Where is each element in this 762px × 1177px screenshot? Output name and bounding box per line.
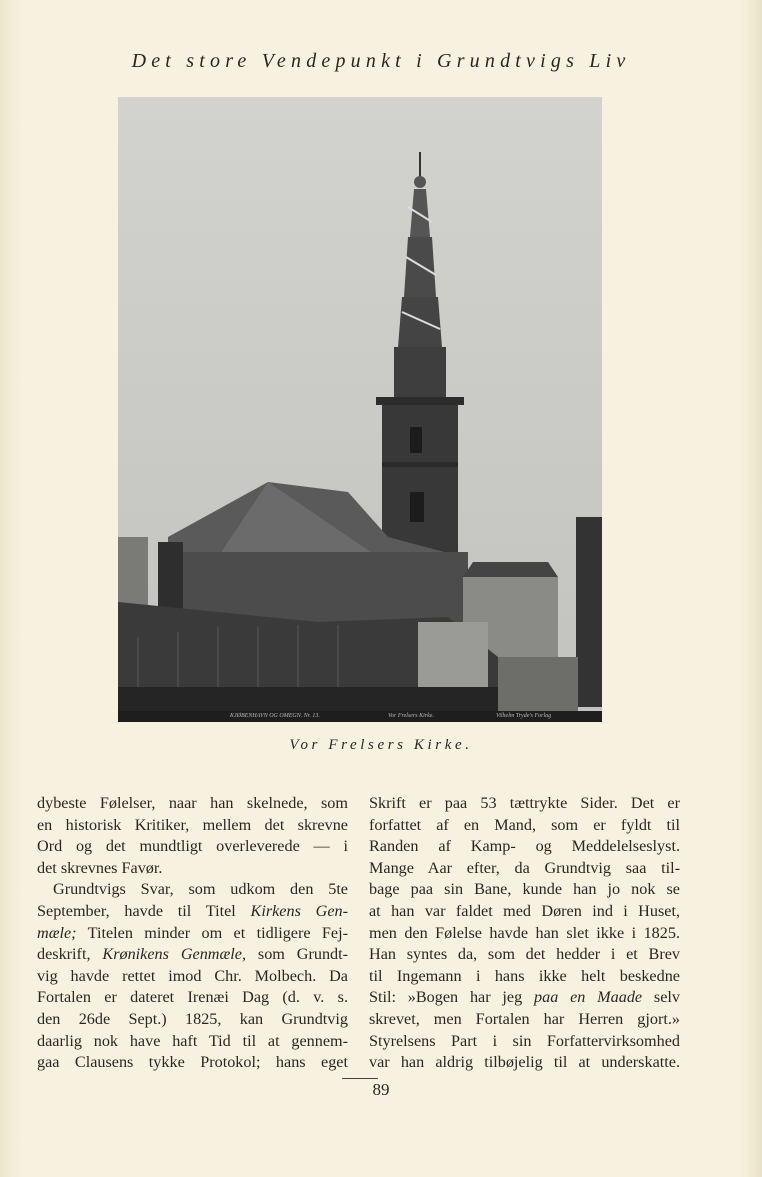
photo-caption: Vor Frelsers Kirke. [289,737,473,753]
text-segment: Mange Aar efter, da Grundtvig saa til- [369,858,680,877]
text-line [369,1009,680,1031]
photo-imprint-strip [118,711,602,722]
imprint-publisher: Vilhelm Tryde's Forlag [496,713,552,719]
text-segment: Stil: »Bogen har jeg [369,988,534,1007]
text-line [37,987,348,1009]
text-segment: Han syntes da, som det hedder i et Brev [369,945,680,964]
text-segment: Randen af Kamp- og Meddelelseslyst. [369,837,680,856]
text-line [369,901,680,923]
text-segment: det skrevnes Favør. [37,858,163,877]
running-head: Det store Vendepunkt i Grundtvigs Liv [131,50,631,72]
text-segment: forfattet af en Mand, som er fyldt til [369,815,680,834]
italic-title-text: Krønikens Genmæle, [102,945,247,964]
text-line [369,966,680,988]
text-segment: Styrelsens Part i sin Forfattervirksomhed [369,1031,680,1050]
italic-title-text: mæle; [37,923,77,942]
imprint-series: KJØBENHAVN OG OMEGN. Nr. 13. [230,713,320,719]
text-segment: den 26de Sept.) 1825, kan Grundtvig [37,1009,348,1028]
text-line [37,901,348,923]
text-line [369,923,680,945]
text-segment: Grundtvigs Svar, som udkom den 5te [53,880,348,899]
text-segment: en historisk Kritiker, mellem det skrevne [37,815,348,834]
text-segment: dybeste Følelser, naar han skelnede, som [37,794,348,812]
text-line [369,815,680,837]
text-segment: selv [642,988,681,1007]
text-segment: gaa Clausens tykke Protokol; hans eget [37,1053,348,1072]
text-line [369,1052,680,1074]
text-line [37,815,348,837]
text-segment: September, havde til Titel [37,901,251,920]
text-line [37,1052,348,1074]
text-segment: Skrift er paa 53 tættrykte Sider. Det er [369,794,680,812]
text-line [369,1031,680,1053]
text-segment: men den Følelse havde han slet ikke i 1825. [369,923,680,942]
church-tower-image [118,97,602,722]
text-line [369,836,680,858]
text-line [369,944,680,966]
text-segment: at han var faldet med Døren ind i Huset, [369,901,680,920]
imprint-title: Vor Frelsers Kirke. [388,713,434,719]
text-line [369,987,680,1009]
italic-title-text: Kirkens Gen- [250,901,349,920]
text-line [369,879,680,901]
text-line [37,1009,348,1031]
text-column-left [37,793,348,1074]
text-segment: bage paa sin Bane, kunde han jo nok se [369,880,680,899]
text-segment: Ord og det mundtligt overleverede — i [37,837,348,856]
text-segment: som Grundt- [246,945,349,964]
text-line [37,1031,348,1053]
church-photograph [118,97,602,722]
text-segment: deskrift, [37,945,103,964]
text-line [37,923,348,945]
page-number: 89 [372,1080,390,1099]
text-line [369,858,680,880]
text-segment: daarlig nok have haft Tid til at gennem- [37,1031,348,1050]
text-line [37,879,348,901]
text-line [369,793,680,815]
text-line [37,966,348,988]
text-column-right [369,793,680,1074]
text-line [37,836,348,858]
text-segment: skrevet, men Fortalen har Herren gjort.» [369,1009,680,1028]
text-segment: var han aldrig tilbøjelig til at underskatte. [369,1053,680,1072]
text-segment: Titelen minder om et tidligere Fej- [76,923,348,942]
text-line [37,944,348,966]
text-segment: vig havde rettet imod Chr. Molbech. Da [37,966,348,985]
text-line [37,793,348,815]
text-line [37,858,348,880]
text-segment: til Ingemann i hans ikke helt beskedne [369,966,680,985]
folio-rule [342,1078,378,1079]
text-segment: Fortalen er dateret Irenæi Dag (d. v. s. [37,988,348,1007]
italic-title-text: paa en Maade [534,988,643,1007]
